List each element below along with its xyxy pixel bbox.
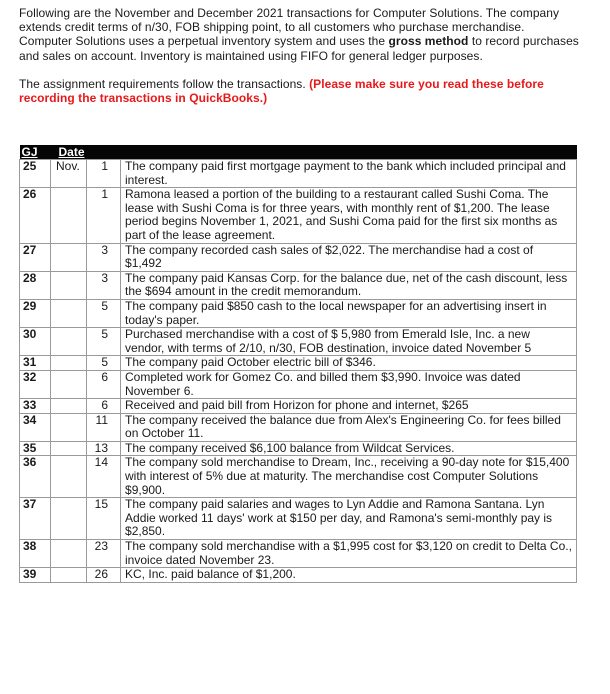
day-cell: 14 (87, 456, 121, 498)
transaction-description: Purchased merchandise with a cost of $ 5,980 from Emerald Isle, Inc. a new vendor, with terms of 2/10, n/30, FOB destination, invoice dated November 5 (121, 328, 577, 356)
day-cell: 5 (87, 299, 121, 327)
table-row (20, 540, 577, 568)
table-row (20, 370, 577, 398)
table-row (20, 160, 577, 188)
gj-number: 26 (20, 188, 51, 243)
gj-number: 36 (20, 456, 51, 498)
transaction-description: The company paid salaries and wages to Lyn Addie and Ramona Santana. Lyn Addie worked 11 days' work at $150 per day, and Ramona's semi-monthly pay is $2,850. (121, 498, 577, 540)
table-row (20, 399, 577, 414)
transaction-description: Ramona leased a portion of the building to a restaurant called Sushi Coma. The lease with Sushi Coma is for three years, with monthly rent of $1,200. The lease period begins November 1, 2021, and Sushi Coma paid for the first six months as part of the lease agreement. (121, 188, 577, 243)
month-cell (51, 568, 87, 583)
month-cell (51, 370, 87, 398)
transaction-description: The company sold merchandise to Dream, Inc., receiving a 90-day note for $15,400 with interest of 5% due at maturity. The merchandise cost Computer Solutions $9,900. (121, 456, 577, 498)
requirements-text: The assignment requirements follow the transactions. (19, 76, 310, 91)
table-row (20, 299, 577, 327)
header-description (121, 145, 577, 160)
transaction-description: KC, Inc. paid balance of $1,200. (121, 568, 577, 583)
day-cell: 6 (87, 399, 121, 414)
transaction-description: The company sold merchandise with a $1,995 cost for $3,120 on credit to Delta Co., invoice dated November 23. (121, 540, 577, 568)
gj-number: 29 (20, 299, 51, 327)
day-cell: 1 (87, 160, 121, 188)
gj-number: 28 (20, 271, 51, 299)
month-cell (51, 243, 87, 271)
gj-number: 27 (20, 243, 51, 271)
day-cell: 3 (87, 271, 121, 299)
day-cell: 6 (87, 370, 121, 398)
gj-number: 31 (20, 356, 51, 371)
month-cell (51, 413, 87, 441)
month-cell (51, 188, 87, 243)
day-cell: 5 (87, 356, 121, 371)
day-cell: 1 (87, 188, 121, 243)
month-cell (51, 441, 87, 456)
gj-number: 33 (20, 399, 51, 414)
table-row (20, 356, 577, 371)
gj-number: 35 (20, 441, 51, 456)
gj-number: 25 (20, 160, 51, 188)
gj-number: 34 (20, 413, 51, 441)
table-row (20, 243, 577, 271)
transaction-description: The company received $6,100 balance from Wildcat Services. (121, 441, 577, 456)
table-row (20, 568, 577, 583)
intro-text-part: Following are the November and December 2021 transactions for Computer Solutions. The company extends credit terms of n/30, FOB shipping point, to all customers who purchase merchandise. Computer Solutions uses a perpetual inventory system and uses the (19, 6, 560, 49)
table-row (20, 441, 577, 456)
month-cell (51, 399, 87, 414)
transactions-table (19, 145, 577, 583)
table-row (20, 413, 577, 441)
month-cell (51, 271, 87, 299)
month-cell (51, 328, 87, 356)
transaction-description: The company paid $850 cash to the local newspaper for an advertising insert in today's paper. (121, 299, 577, 327)
transaction-description: Received and paid bill from Horizon for phone and internet, $265 (121, 399, 577, 414)
transaction-description: Completed work for Gomez Co. and billed them $3,990. Invoice was dated November 6. (121, 370, 577, 398)
gj-number: 38 (20, 540, 51, 568)
gj-number: 32 (20, 370, 51, 398)
gross-method-emphasis: gross method (388, 34, 469, 49)
intro-text-part: to record purchases and sales on account. Inventory is maintained using FIFO for general ledger purposes. (19, 34, 579, 63)
day-cell: 26 (87, 568, 121, 583)
day-cell: 3 (87, 243, 121, 271)
table-header-row (20, 145, 577, 160)
month-cell: Nov. (51, 160, 87, 188)
day-cell: 5 (87, 328, 121, 356)
table-row (20, 271, 577, 299)
requirements-paragraph (19, 77, 579, 105)
month-cell (51, 356, 87, 371)
header-gj: GJ (20, 145, 51, 160)
month-cell (51, 498, 87, 540)
month-cell (51, 540, 87, 568)
day-cell: 13 (87, 441, 121, 456)
table-row (20, 328, 577, 356)
header-date: Date (51, 145, 121, 160)
day-cell: 11 (87, 413, 121, 441)
transaction-description: The company received the balance due from Alex's Engineering Co. for fees billed on October 11. (121, 413, 577, 441)
table-row (20, 498, 577, 540)
gj-number: 30 (20, 328, 51, 356)
month-cell (51, 456, 87, 498)
transaction-description: The company recorded cash sales of $2,022. The merchandise had a cost of $1,492 (121, 243, 577, 271)
requirements-warning: (Please make sure you read these before recording the transactions in QuickBooks.) (19, 76, 544, 106)
transaction-description: The company paid Kansas Corp. for the balance due, net of the cash discount, less the $694 amount in the credit memorandum. (121, 271, 577, 299)
table-row (20, 456, 577, 498)
gj-number: 39 (20, 568, 51, 583)
gj-number: 37 (20, 498, 51, 540)
intro-text (19, 6, 579, 105)
day-cell: 15 (87, 498, 121, 540)
transaction-description: The company paid October electric bill of $346. (121, 356, 577, 371)
transaction-description: The company paid first mortgage payment to the bank which included principal and interest. (121, 160, 577, 188)
intro-paragraph (19, 6, 579, 63)
day-cell: 23 (87, 540, 121, 568)
month-cell (51, 299, 87, 327)
table-row (20, 188, 577, 243)
